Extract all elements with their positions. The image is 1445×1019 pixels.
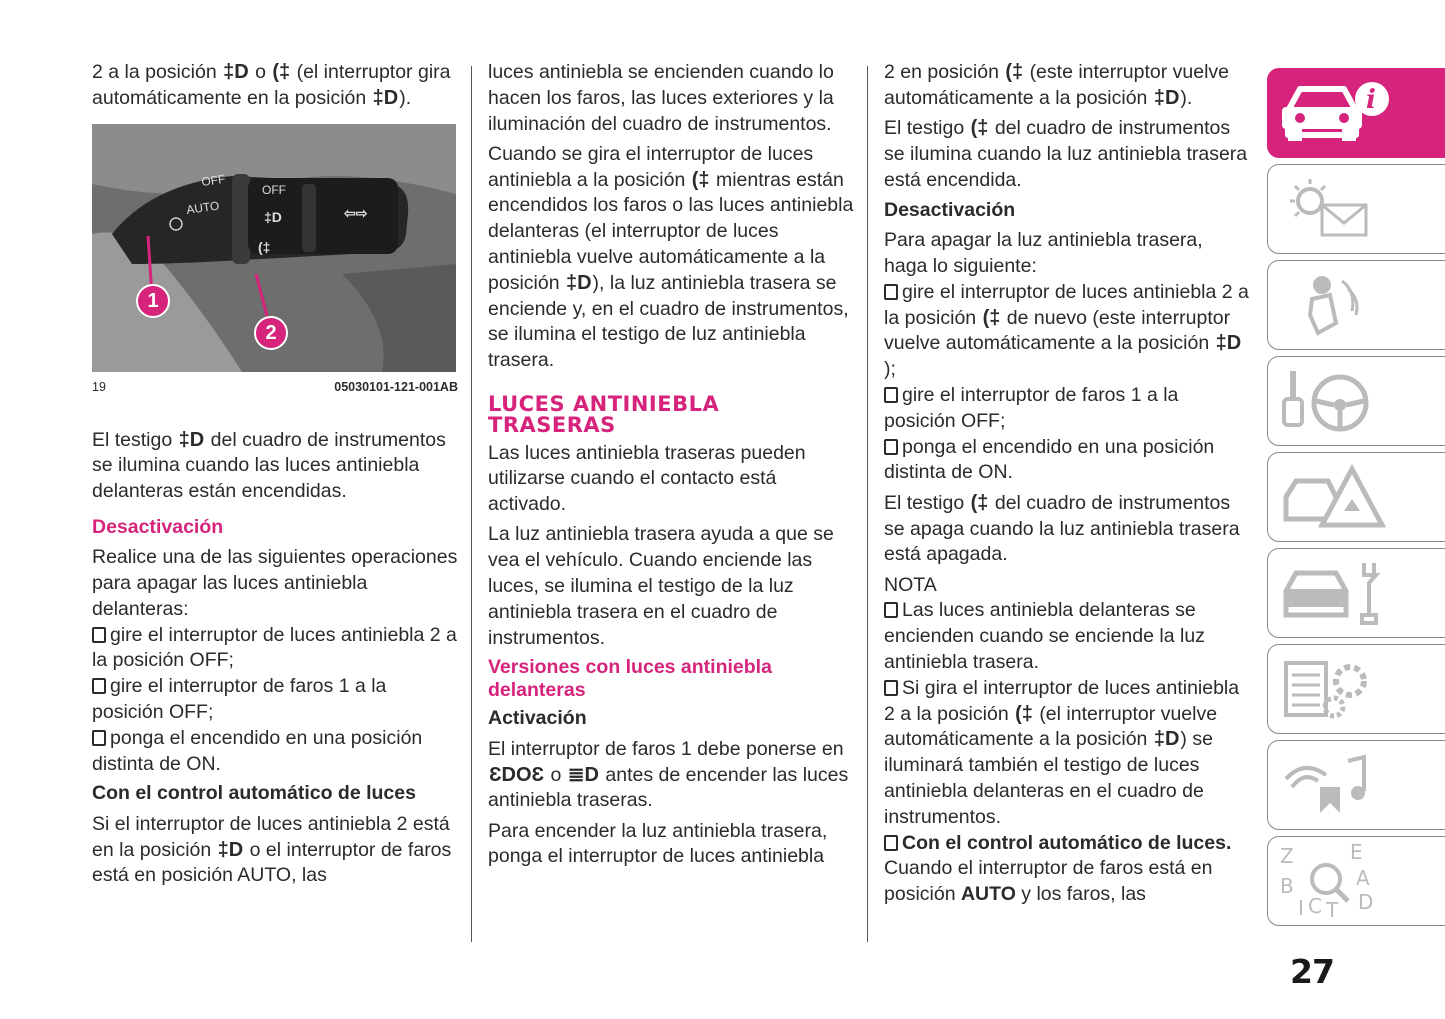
list-item: Si gira el interruptor de luces antiniebla 2 a la posición (‡ (el interruptor vuelve automáticamente a la posición ‡D) se iluminará también el testigo de luces antiniebla delanteras en el cuadro de instrumentos. [884,676,1240,828]
tab-maintenance[interactable] [1267,548,1445,638]
multimedia-icon [1282,751,1392,821]
list-item: ponga el encendido en una posición distinta de ON. [884,435,1215,484]
side-lights-icon: ƐDOƐ [489,763,545,786]
column-divider [471,66,472,942]
key-steering-wheel-icon [1282,367,1392,437]
bullet-icon [884,680,898,696]
headlight-icon: ≣D [567,763,599,786]
svg-text:B: B [1280,874,1294,898]
paragraph: El interruptor de faros 1 debe ponerse en ƐDOƐ o ≣D antes de encender las luces antiniebla traseras. [488,737,849,812]
heading-desactivacion: Desactivación [884,198,1016,221]
svg-text:D: D [1358,890,1374,914]
column-3 [884,60,1250,908]
front-fog-icon: ‡D [217,838,244,861]
paragraph: luces antiniebla se encienden cuando lo hacen los faros, las luces exteriores y la iluminación del cuadro de instrumentos. [488,61,834,135]
svg-text:⇦⇨: ⇦⇨ [344,204,368,221]
front-fog-icon: ‡D [1153,86,1180,109]
figure-number: 19 [92,379,106,394]
svg-text:‡D: ‡D [264,208,282,225]
paragraph: 2 a la posición ‡D o (‡ (el interruptor gira automáticamente en la posición ‡D). [92,60,458,112]
document-gear-icon [1282,655,1392,725]
front-fog-icon: ‡D [178,428,205,451]
paragraph: El testigo (‡ del cuadro de instrumentos se ilumina cuando la luz antiniebla trasera está encendida. [884,117,1248,191]
heading-desactivacion: Desactivación [92,515,224,538]
tab-multimedia[interactable] [1267,740,1445,830]
paragraph: 2 en posición (‡ (este interruptor vuelve automáticamente a la posición ‡D). [884,60,1250,112]
svg-text:OFF: OFF [200,171,227,189]
bullet-icon [884,835,898,851]
paragraph: El testigo ‡D del cuadro de instrumentos se ilumina cuando las luces antiniebla delanteras están encendidas. [92,428,446,503]
tab-starting-driving[interactable] [1267,356,1445,446]
bullet-icon [884,602,898,618]
front-fog-icon: ‡D [372,86,399,109]
bullet-icon [92,730,106,746]
list-item: gire el interruptor de luces antiniebla 2 a la posición (‡ de nuevo (este interruptor vuelve automáticamente a la posición ‡D); [884,280,1249,381]
svg-text:E: E [1350,841,1363,864]
list-item: gire el interruptor de faros 1 a la posición OFF; [884,384,1179,432]
list-item: Con el control automático de luces. Cuando el interruptor de faros está en posición AUTO y los faros, las [884,831,1232,906]
tab-car-info[interactable] [1267,68,1445,158]
svg-text:i: i [1366,85,1376,115]
figure-code: 05030101-121-001AB [334,379,458,394]
heading-control-automatico: Con el control automático de luces [92,782,416,805]
list-item: gire el interruptor de faros 1 a la posición OFF; [92,675,387,724]
page-number: 27 [1290,952,1334,991]
list-item: ponga el encendido en una posición distinta de ON. [92,726,423,775]
airbag-seat-icon [1282,271,1392,341]
tab-warning-lights[interactable] [1267,164,1445,254]
rear-fog-icon: (‡ [970,117,989,140]
svg-text:C: C [1308,894,1322,918]
svg-text:(‡: (‡ [258,238,271,255]
front-fog-icon: ‡D [223,61,249,83]
paragraph: Para apagar la luz antiniebla trasera, haga lo siguiente: [884,229,1203,278]
heading-luces-antiniebla-traseras: LUCES ANTINIEBLA TRASERAS [488,392,720,438]
paragraph: Realice una de las siguientes operaciones para apagar las luces antiniebla delanteras: [92,546,458,620]
list-item: gire el interruptor de luces antiniebla 2 a la posición OFF; [92,623,457,672]
paragraph: Cuando se gira el interruptor de luces antiniebla a la posición (‡ mientras están encendidos los faros o las luces antiniebla delanteras (el interruptor de luces antiniebla vuelve automáticamente a la posición ‡D), la luz antiniebla trasera se enciende y, en el cuadro de instrumentos, se ilumina el testigo de luz antiniebla trasera. [488,142,854,372]
front-fog-icon: ‡D [1153,728,1180,751]
callout-1: 1 [136,284,170,318]
car-info-icon [1280,77,1390,147]
tab-technical-data[interactable] [1267,644,1445,734]
bullet-icon [92,678,106,694]
tab-index[interactable] [1267,836,1445,926]
paragraph: Las luces antiniebla traseras pueden utilizarse cuando el contacto está activado. [488,441,806,516]
callout-2: 2 [254,316,288,350]
heading-versiones: Versiones con luces antiniebla delanteras [488,655,772,701]
bullet-icon [884,387,898,403]
heading-activacion: Activación [488,707,587,730]
front-fog-icon: ‡D [565,271,592,294]
svg-text:OFF: OFF [262,182,286,197]
tab-safety[interactable] [1267,260,1445,350]
warning-light-mail-icon [1282,175,1392,245]
nota-label: NOTA [884,573,937,596]
svg-text:Z: Z [1280,844,1294,868]
svg-text:A: A [1356,866,1370,890]
paragraph: La luz antiniebla trasera ayuda a que se vea el vehículo. Cuando enciende las luces, se ilumina el testigo de la luz antiniebla trasera en el cuadro de instrumentos. [488,523,834,649]
rear-fog-icon: (‡ [272,61,291,83]
front-fog-icon: ‡D [1215,332,1242,355]
figure-light-switch [92,124,456,372]
bullet-icon [884,284,898,300]
svg-text:AUTO: AUTO [185,198,221,217]
paragraph: Si el interruptor de luces antiniebla 2 está en la posición ‡D o el interruptor de faros está en posición AUTO, las [92,812,452,887]
paragraph: El testigo (‡ del cuadro de instrumentos se apaga cuando la luz antiniebla trasera está apagada. [884,491,1240,566]
column-2 [488,60,854,875]
rear-fog-icon: (‡ [1015,702,1033,725]
bullet-icon [884,439,898,455]
rear-fog-icon: (‡ [982,306,1001,329]
rear-fog-icon: (‡ [970,491,989,514]
tab-emergency[interactable] [1267,452,1445,542]
paragraph: Para encender la luz antiniebla trasera, ponga el interruptor de luces antiniebla [488,819,828,868]
bullet-icon [92,627,106,643]
figure-caption [92,380,458,394]
list-item: Las luces antiniebla delanteras se encienden cuando se enciende la luz antiniebla trasera. [884,599,1205,674]
svg-text:T: T [1326,898,1339,921]
index-letters-icon [1278,841,1388,921]
car-wrench-icon [1282,559,1392,629]
car-triangle-icon [1282,463,1392,533]
column-1 [92,60,458,894]
rear-fog-icon: (‡ [1005,61,1024,83]
rear-fog-icon: (‡ [691,168,710,191]
column-divider [867,66,868,942]
svg-text:I: I [1298,896,1304,920]
